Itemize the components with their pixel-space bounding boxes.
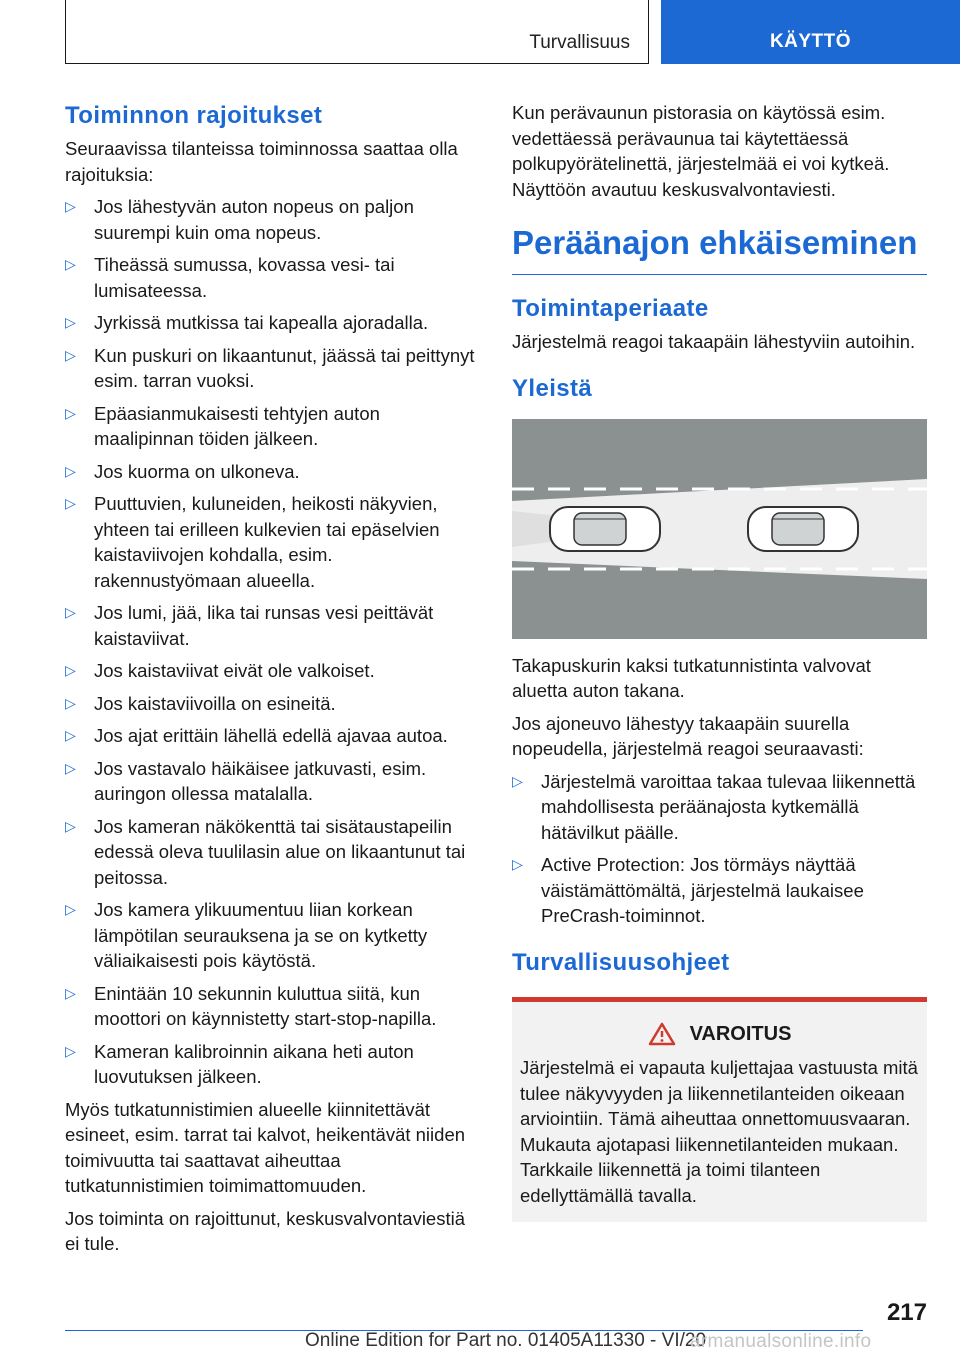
list-item: [65, 814, 477, 891]
triangle-bullet-icon: ▷: [65, 984, 76, 1001]
list-item-text: Jos kamera ylikuumentuu liian korkean lämpötilan seurauksena ja se on kytketty väliaikaisesti pois käytöstä.: [94, 899, 428, 971]
list-item: [65, 723, 477, 749]
triangle-bullet-icon: ▷: [65, 1042, 76, 1059]
figure-caption: Takapuskurin kaksi tutkatunnistinta valvovat aluetta auton takana.: [512, 654, 871, 701]
left-column: [65, 100, 477, 1264]
right-column: [512, 100, 927, 1222]
list-item-text: Järjestelmä varoittaa takaa tulevaa liikennettä mahdollisesta peräänajosta kytkemällä hätävilkut päälle.: [541, 770, 916, 843]
list-item: [65, 600, 477, 651]
list-item-text: Jyrkissä mutkissa tai kapealla ajoradalla.: [94, 312, 429, 333]
list-item: [512, 852, 927, 929]
list-item: [65, 691, 477, 717]
list-item-text: Jos kuorma on ulkoneva.: [94, 460, 300, 482]
triangle-bullet-icon: ▷: [65, 314, 76, 330]
triangle-bullet-icon: ▷: [65, 198, 76, 214]
edition-line: Online Edition for Part no. 01405A11330 - VI/20: [305, 1330, 707, 1351]
triangle-bullet-icon: ▷: [65, 694, 76, 711]
list-item: [512, 769, 927, 846]
triangle-bullet-icon: ▷: [512, 772, 523, 789]
front-car-icon: [748, 507, 858, 551]
list-item-text: Jos ajat erittäin lähellä edellä ajavaa autoa.: [94, 725, 448, 746]
triangle-bullet-icon: ▷: [512, 856, 523, 872]
list-item-text: Enintään 10 sekunnin kuluttua siitä, kun moottori on käynnistetty start-stop-napilla.: [94, 982, 437, 1029]
list-item-text: Jos kaistaviivat eivät ole valkoiset.: [94, 660, 375, 681]
triangle-bullet-icon: ▷: [65, 727, 76, 743]
list-item-text: Jos lähestyvän auton nopeus on paljon suurempi kuin oma nopeus.: [94, 196, 414, 243]
list-item-text: Puuttuvien, kuluneiden, heikosti näkyvien, yhteen tai erilleen kulkevien tai epäselvien kaistaviivojen kohdalla, esim. rakennustyömaan alueella.: [94, 493, 440, 591]
watermark: armanualsonline.info: [690, 1331, 872, 1352]
list-item-text: Jos lumi, jää, lika tai runsas vesi peittävät kaistaviivat.: [94, 602, 434, 649]
list-item: [65, 343, 477, 394]
stickers-paragraph: Myös tutkatunnistimien alueelle kiinnitettävät esineet, esim. tarrat tai kalvot, heikentävät niiden toimivuutta tai saattavat aiheuttaa tutkatunnistimien toimimattomuuden.: [65, 1098, 466, 1196]
principle-heading: Toimintaperiaate: [512, 295, 709, 322]
triangle-bullet-icon: ▷: [65, 759, 76, 776]
header-chapter-tab: KÄYTTÖ: [661, 0, 960, 64]
list-item-text: Tiheässä sumussa, kovassa vesi- tai lumisateessa.: [94, 254, 395, 301]
warning-triangle-icon: [648, 1022, 676, 1046]
section-heading: Peräänajon ehkäiseminen: [512, 222, 927, 275]
list-item: [65, 310, 477, 336]
trailer-paragraph: Kun perävaunun pistorasia on käytössä esim. vedettäessä perävaunua tai käytettäessä polkupyörätelinettä, järjestelmää ei voi kytkeä. Näyttöön avautuu keskusvalvontaviesti.: [512, 102, 890, 200]
triangle-bullet-icon: ▷: [65, 604, 76, 620]
list-item-text: Kun puskuri on likaantunut, jäässä tai peittynyt esim. tarran vuoksi.: [94, 344, 475, 391]
limitations-heading: Toiminnon rajoitukset: [65, 102, 323, 129]
list-item-text: Kameran kalibroinnin aikana heti auton luovutuksen jälkeen.: [94, 1040, 414, 1087]
reaction-list: [512, 769, 927, 929]
triangle-bullet-icon: ▷: [65, 817, 76, 834]
triangle-bullet-icon: ▷: [65, 495, 76, 511]
list-item: [65, 459, 477, 485]
list-item: [65, 756, 477, 807]
triangle-bullet-icon: ▷: [65, 662, 76, 678]
list-item: [65, 658, 477, 684]
safety-heading: Turvallisuusohjeet: [512, 948, 730, 976]
list-item: [65, 491, 477, 593]
list-item-text: Jos kaistaviivoilla on esineitä.: [94, 692, 336, 714]
list-item-text: Jos vastavalo häikäisee jatkuvasti, esim. auringon ollessa matalalla.: [94, 757, 427, 804]
list-item: [65, 252, 477, 303]
triangle-bullet-icon: ▷: [65, 462, 76, 479]
general-heading: Yleistä: [512, 374, 593, 402]
page-number: 217: [886, 1299, 927, 1326]
approach-text: Jos ajoneuvo lähestyy takaapäin suurella nopeudella, järjestelmä reagoi seuraavasti:: [512, 712, 864, 759]
triangle-bullet-icon: ▷: [65, 901, 76, 917]
header-section-title: Turvallisuus: [529, 32, 630, 53]
warning-box: [512, 997, 927, 1223]
triangle-bullet-icon: ▷: [65, 404, 76, 421]
list-item: [65, 981, 477, 1032]
triangle-bullet-icon: ▷: [65, 256, 76, 272]
message-paragraph: Jos toiminta on rajoittunut, keskusvalvontaviestiä ei tule.: [65, 1207, 466, 1254]
list-item-text: Jos kameran näkökenttä tai sisätaustapeilin edessä oleva tuulilasin alue on likaantunut tai peitossa.: [94, 815, 466, 888]
list-item: [65, 401, 477, 452]
list-item: [65, 897, 477, 974]
road-diagram: [512, 419, 927, 639]
list-item-text: Active Protection: Jos törmäys näyttää väistämättömältä, järjestelmä laukaisee PreCrash-toiminnot.: [541, 854, 864, 926]
rear-car-icon: [550, 507, 660, 551]
warning-title-row: [520, 1022, 919, 1048]
limitations-intro: Seuraavissa tilanteissa toiminnossa saattaa olla rajoituksia:: [65, 138, 458, 185]
radar-illustration: [512, 419, 927, 639]
list-item: [65, 1039, 477, 1090]
warning-title: VAROITUS: [689, 1022, 792, 1045]
principle-text: Järjestelmä reagoi takaapäin lähestyviin autoihin.: [512, 331, 916, 352]
triangle-bullet-icon: ▷: [65, 346, 76, 363]
list-item: [65, 194, 477, 245]
warning-text: Järjestelmä ei vapauta kuljettajaa vastuusta mitä tulee näkyvyyden ja liikennetilanteiden oikeaan arviointiin. Tämä aiheuttaa onnettomuusvaaran. Mukauta ajotapasi liikennetilanteiden mukaan. Tarkkaile liikennettä ja toimi tilanteen edellyttämällä tavalla.: [520, 1057, 918, 1206]
list-item-text: Epäasianmukaisesti tehtyjen auton maalipinnan töiden jälkeen.: [94, 402, 380, 449]
limitations-list: [65, 194, 477, 1090]
